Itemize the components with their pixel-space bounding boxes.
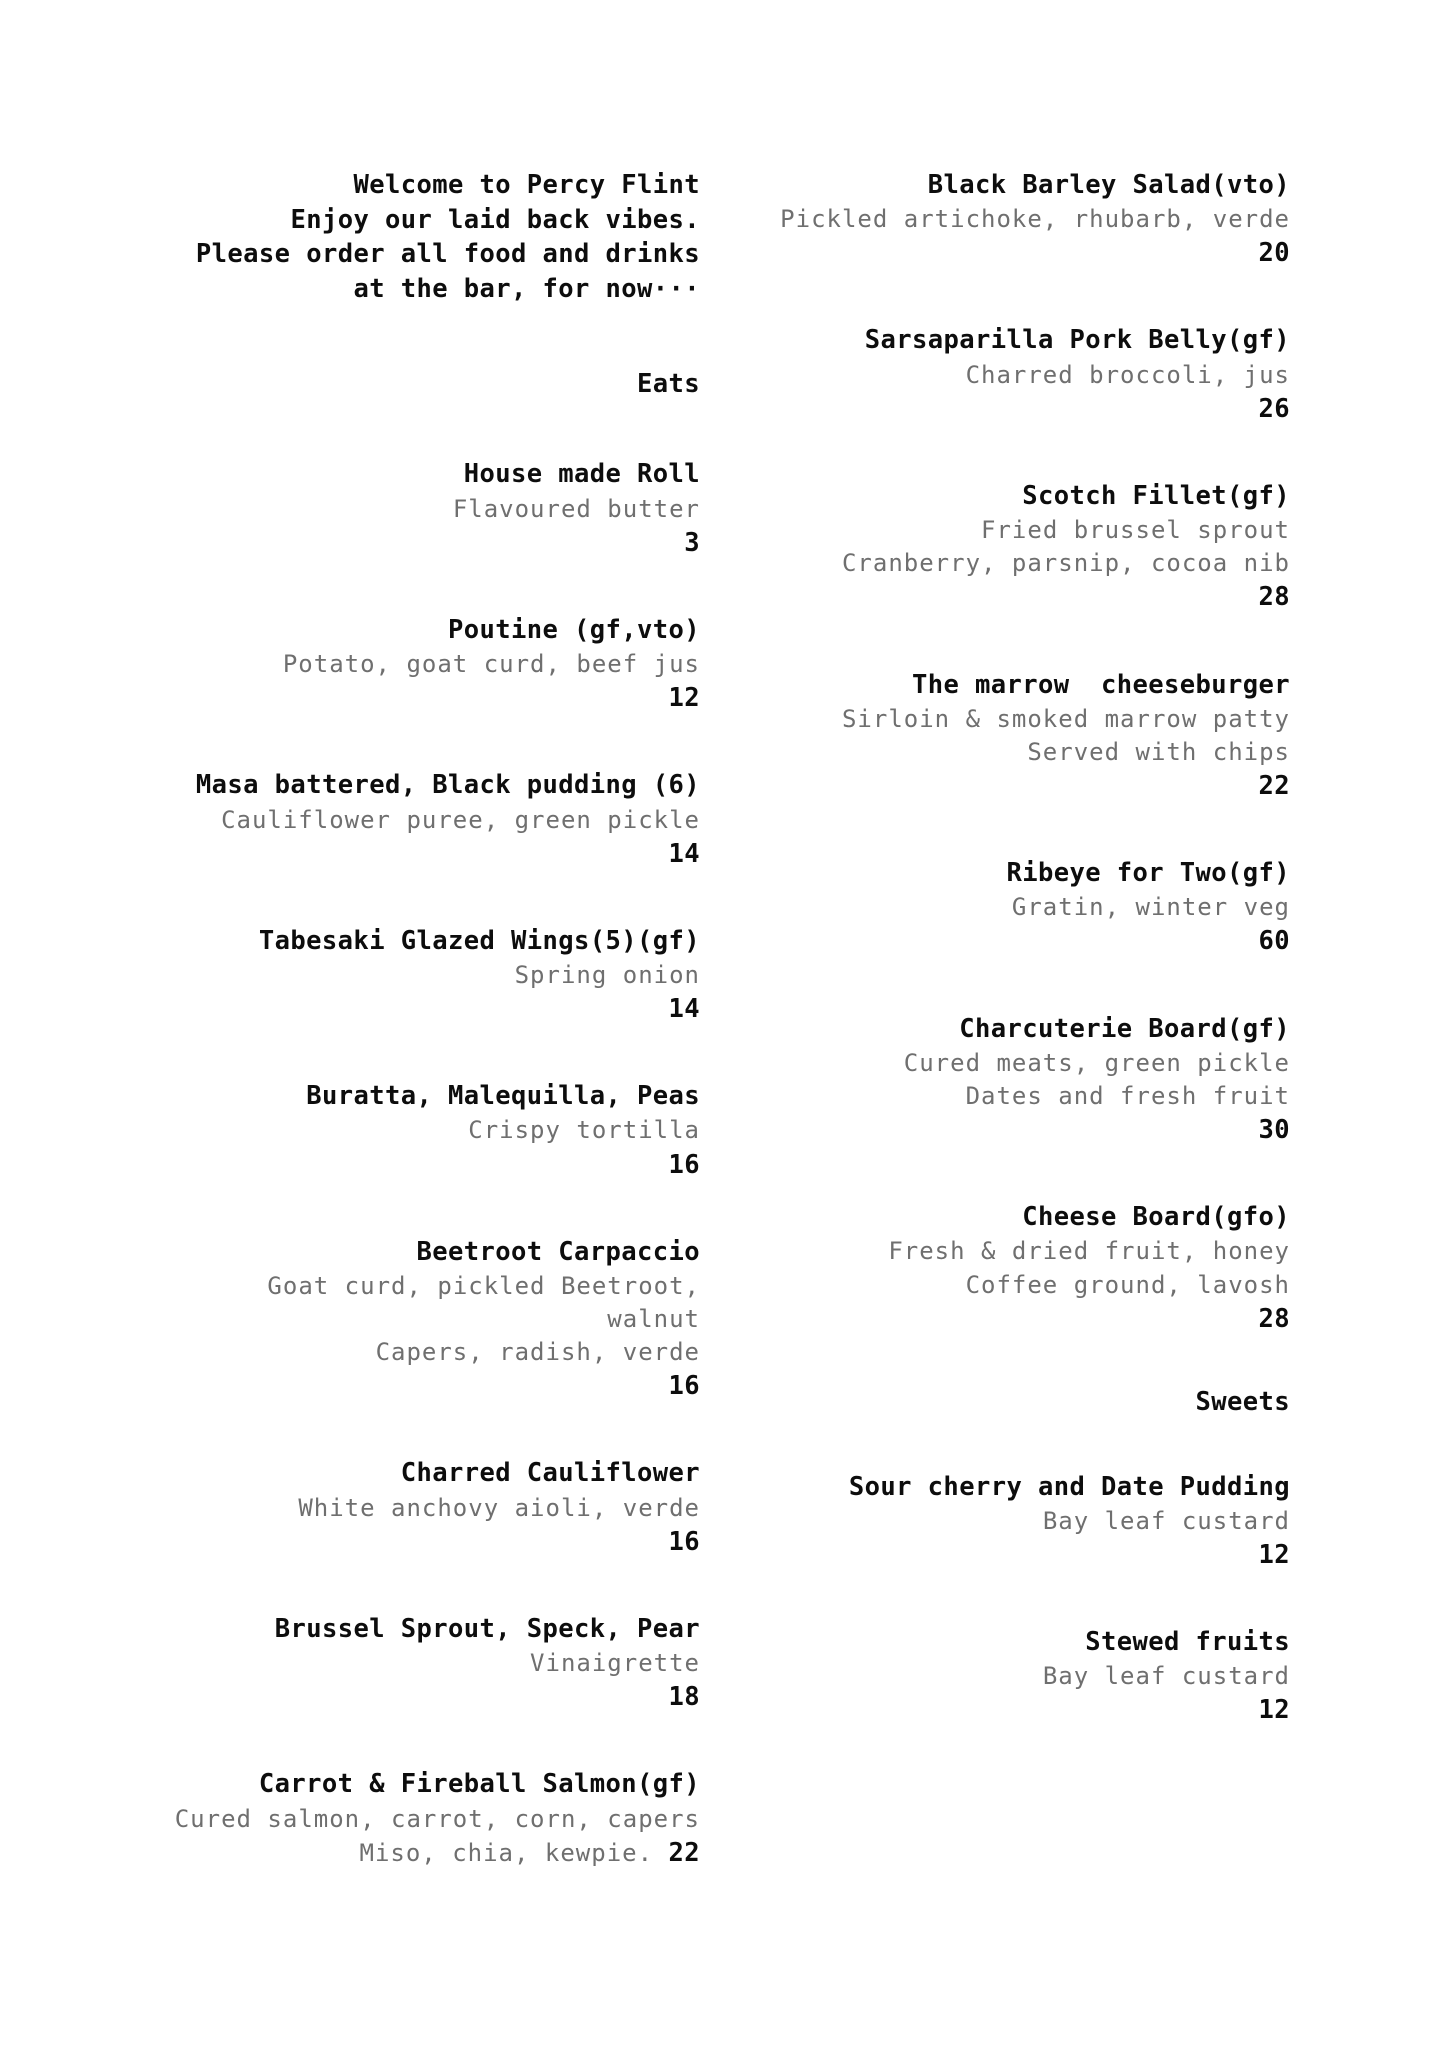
menu-item-description: Crispy tortilla [468,1116,700,1145]
menu-item-description: walnut [607,1305,700,1334]
menu-item-price: 14 [668,994,700,1025]
menu-item [760,1625,1290,1728]
menu-item-description: Flavoured butter [452,494,700,523]
menu-item [150,457,700,560]
menu-item-price: 26 [1258,393,1290,424]
menu-item-description: Fresh & dried fruit, honey [888,1237,1290,1266]
menu-item [760,668,1290,805]
menu-item-description: Gratin, winter veg [1011,893,1290,922]
menu-item-name: Black Barley Salad(vto) [927,170,1290,200]
menu-item-price: 12 [1258,1539,1290,1570]
menu-item [150,1079,700,1182]
menu-item-name: Carrot & Fireball Salmon(gf) [258,1769,700,1800]
menu-item-name: Charcuterie Board(gf) [959,1013,1290,1044]
welcome-intro [150,168,700,307]
menu-item-price: 16 [668,1526,700,1557]
menu-item-price: 12 [1258,1695,1290,1726]
menu-item-description: Spring onion [514,961,700,989]
menu-item-name: Charred Cauliflower [400,1458,700,1489]
menu-item-description: Cauliflower puree, green pickle [221,805,700,834]
menu-item [760,1470,1290,1573]
section-heading-sweets: Sweets [1195,1386,1290,1417]
menu-item [150,1767,700,1870]
menu-item [760,479,1290,616]
menu-item-name: Ribeye for Two(gf) [1006,858,1290,889]
menu-item-description: Charred broccoli, jus [965,360,1290,389]
menu-item-name: The marrow cheeseburger [911,669,1290,700]
menu-item-name: House made Roll [463,459,700,490]
menu-item-name: Poutine (gf,vto) [447,614,700,645]
menu-item-price: 20 [1258,238,1290,269]
menu-item-description: Bay leaf custard [1042,1506,1290,1535]
menu-item-price: 22 [1258,770,1290,801]
menu-item-description: Bay leaf custard [1042,1662,1290,1691]
menu-item-description: Cured salmon, carrot, corn, capers [174,1804,700,1833]
menu-item-price: 28 [1258,582,1290,613]
menu-item-name: Sour cherry and Date Pudding [848,1471,1290,1502]
menu-item-description: Capers, radish, verde [375,1338,700,1367]
menu-item-name: Tabesaki Glazed Wings(5)(gf) [258,925,700,956]
menu-item-name: Scotch Fillet(gf) [1022,480,1290,511]
menu-item-description: Coffee ground, lavosh [965,1270,1290,1299]
menu-item-price: 28 [1258,1303,1290,1334]
menu-items-sweets [760,1470,1290,1729]
menu-item-description: Goat curd, pickled Beetroot, [267,1271,700,1300]
menu-column-left [0,168,700,1871]
menu-item-description: Served with chips [1027,737,1290,766]
menu-item-description: Pickled artichoke, rhubarb, verde [780,205,1290,234]
menu-item-description: Sirloin & smoked marrow patty [841,704,1290,733]
welcome-intro-line: Enjoy our laid back vibes. [290,204,700,235]
menu-item-price: 16 [668,1371,700,1402]
menu-item-description: Vinaigrette [530,1649,700,1678]
menu-item-price: 22 [668,1837,700,1868]
menu-item [150,768,700,871]
menu-item-description: Miso, chia, kewpie. 22 [359,1837,700,1868]
menu-item-price: 60 [1258,926,1290,957]
menu-item [760,1012,1290,1149]
menu-columns [0,168,1447,1871]
menu-item [150,1456,700,1559]
welcome-intro-line: Welcome to Percy Flint [353,170,700,200]
menu-item [150,924,700,1027]
menu-item-price: 16 [668,1149,700,1180]
menu-item [760,1200,1290,1337]
menu-item-price: 3 [684,527,700,558]
menu-item [760,168,1290,271]
menu-item-name: Stewed fruits [1085,1626,1290,1657]
menu-item-description: Fried brussel sprout [981,516,1290,545]
menu-item-price: 14 [668,838,700,869]
menu-item-name: Brussel Sprout, Speck, Pear [274,1613,700,1644]
menu-item-description: Cured meats, green pickle [903,1048,1290,1077]
menu-item-name: Masa battered, Black pudding (6) [195,770,700,801]
menu-item-description: Dates and fresh fruit [965,1081,1290,1110]
menu-items-mains [760,168,1290,1337]
welcome-intro-line: at the bar, for now··· [353,274,700,305]
menu-item [760,856,1290,959]
menu-item-name: Cheese Board(gfo) [1022,1202,1290,1233]
menu-item-price: 12 [668,683,700,714]
menu-item-price: 30 [1258,1115,1290,1146]
menu-item-name: Sarsaparilla Pork Belly(gf) [864,325,1290,356]
menu-item-name: Buratta, Malequilla, Peas [306,1081,700,1112]
menu-item [150,1612,700,1715]
section-heading-eats: Eats [636,368,700,399]
menu-item-description: Potato, goat curd, beef jus [282,650,700,679]
menu-item-description: Cranberry, parsnip, cocoa nib [841,549,1290,578]
menu-item [760,323,1290,426]
menu-item-description: White anchovy aioli, verde [298,1493,700,1522]
menu-column-right [700,168,1447,1728]
menu-item [150,1235,700,1405]
menu-item [150,613,700,716]
menu-item-price: 18 [668,1682,700,1713]
menu-item-name: Beetroot Carpaccio [416,1236,700,1267]
menu-items-eats [150,457,700,1871]
welcome-intro-line: Please order all food and drinks [195,239,700,270]
